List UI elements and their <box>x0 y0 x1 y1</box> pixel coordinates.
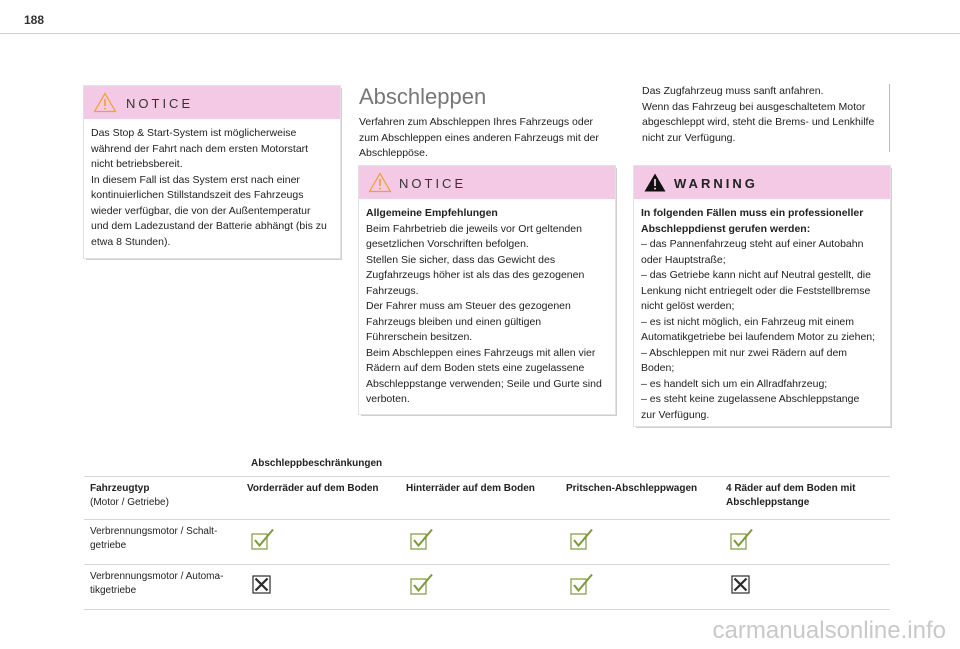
table-row <box>84 520 890 565</box>
row-label: Verbrennungsmotor / Schalt- getriebe <box>84 520 241 565</box>
warning-text: – das Pannenfahrzeug steht auf einer Autobahn oder Hauptstraße; – das Getriebe kann nicht auf Neutral gestellt, die Lenkung nicht entriegelt oder die Feststellbremse nicht gelöst werden; – es ist nicht möglich, ein Fahrzeug mit einem Automatikgetriebe bei laufendem Motor zu ziehen; – Abschleppen mit nur zwei Rädern auf dem Boden; – es handelt sich um ein Allradfahrzeug; – es steht keine zugelassene Abschleppstange zur Verfügung. <box>641 238 876 421</box>
page-number: 188 <box>24 13 45 27</box>
warning-box <box>634 166 890 426</box>
notice-text: Beim Fahrbetrieb die jeweils vor Ort geltenden gesetzlichen Vorschriften befolgen. Stellen Sie sicher, dass das Gewicht des Zugfahrzeugs höher ist als das des gezogenen Fahrzeugs. Der Fahrer muss am Steuer des gezogenen Fahrzeugs bleiben und einen gültigen Führerschein besitzen. Beim Abschleppen eines Fahrzeugs mit allen vier Rädern auf dem Boden stets eine zugelassene Abschleppstange verwenden; Seile und Gurte sind verboten. <box>366 222 602 405</box>
status-cell <box>400 565 560 610</box>
warning-header <box>634 166 890 199</box>
warning-triangle-icon <box>643 172 667 193</box>
notice-title: NOTICE <box>399 176 467 191</box>
section-intro: Verfahren zum Abschleppen Ihres Fahrzeugs oder zum Abschleppen eines anderen Fahrzeugs mit der Abschleppöse. <box>359 116 599 159</box>
column-header: Hinterräder auf dem Boden <box>400 477 560 520</box>
table-header-row <box>84 477 890 520</box>
towing-restrictions-table <box>84 452 890 610</box>
status-cell <box>560 520 720 565</box>
status-cell <box>241 565 400 610</box>
check-icon <box>410 528 434 550</box>
status-cell <box>720 520 890 565</box>
vehicle-type-header <box>84 477 241 520</box>
check-icon <box>570 528 594 550</box>
notice-triangle-icon <box>368 172 392 193</box>
table-row <box>84 565 890 610</box>
status-cell <box>720 565 890 610</box>
row-label: Verbrennungsmotor / Automa- tikgetriebe <box>84 565 241 610</box>
watermark: carmanualsonline.info <box>712 617 946 644</box>
section-title: Abschleppen <box>359 84 487 109</box>
notice-header <box>84 86 340 119</box>
cross-icon <box>730 573 754 595</box>
column-header: Pritschen-Abschleppwagen <box>560 477 720 520</box>
notice-triangle-icon <box>93 92 117 113</box>
warning-heading: In folgenden Fällen muss ein professioneller Abschleppdienst gerufen werden: <box>641 207 864 235</box>
notice-heading: Allgemeine Empfehlungen <box>366 207 498 219</box>
right-rule <box>889 84 890 152</box>
status-cell <box>241 520 400 565</box>
vehicle-type-label: Fahrzeugtyp <box>90 483 150 494</box>
status-cell <box>400 520 560 565</box>
column-header: 4 Räder auf dem Boden mit Abschleppstange <box>720 477 890 520</box>
cross-icon <box>251 573 275 595</box>
table-group-header: Abschleppbeschränkungen <box>241 452 890 477</box>
warning-title: WARNING <box>674 176 758 191</box>
check-icon <box>570 573 594 595</box>
notice-title: NOTICE <box>126 96 194 111</box>
status-cell <box>560 565 720 610</box>
table-group-row <box>84 452 890 477</box>
vehicle-type-sub: (Motor / Getriebe) <box>90 497 169 508</box>
check-icon <box>410 573 434 595</box>
notice-box-general <box>359 166 615 414</box>
notice-text: Das Stop & Start-System ist möglicherweise während der Fahrt nach dem ersten Motorstart nicht betriebsbereit. In diesem Fall ist das System erst nach einer kontinuierlichen Stillstandszeit des Fahrzeugs wieder verfügbar, die von der Außentemperatur und dem Ladezustand der Batterie abhängt (bis zu etwa 8 Stunden). <box>91 127 327 248</box>
towing-info-text: Das Zugfahrzeug muss sanft anfahren. Wenn das Fahrzeug bei ausgeschaltetem Motor abgeschleppt wird, steht die Brems- und Lenkhilfe nicht zur Verfügung. <box>642 85 875 144</box>
check-icon <box>251 528 275 550</box>
column-header: Vorderräder auf dem Boden <box>241 477 400 520</box>
check-icon <box>730 528 754 550</box>
top-divider <box>0 33 960 34</box>
notice-header <box>359 166 615 199</box>
notice-box-left <box>84 86 340 258</box>
